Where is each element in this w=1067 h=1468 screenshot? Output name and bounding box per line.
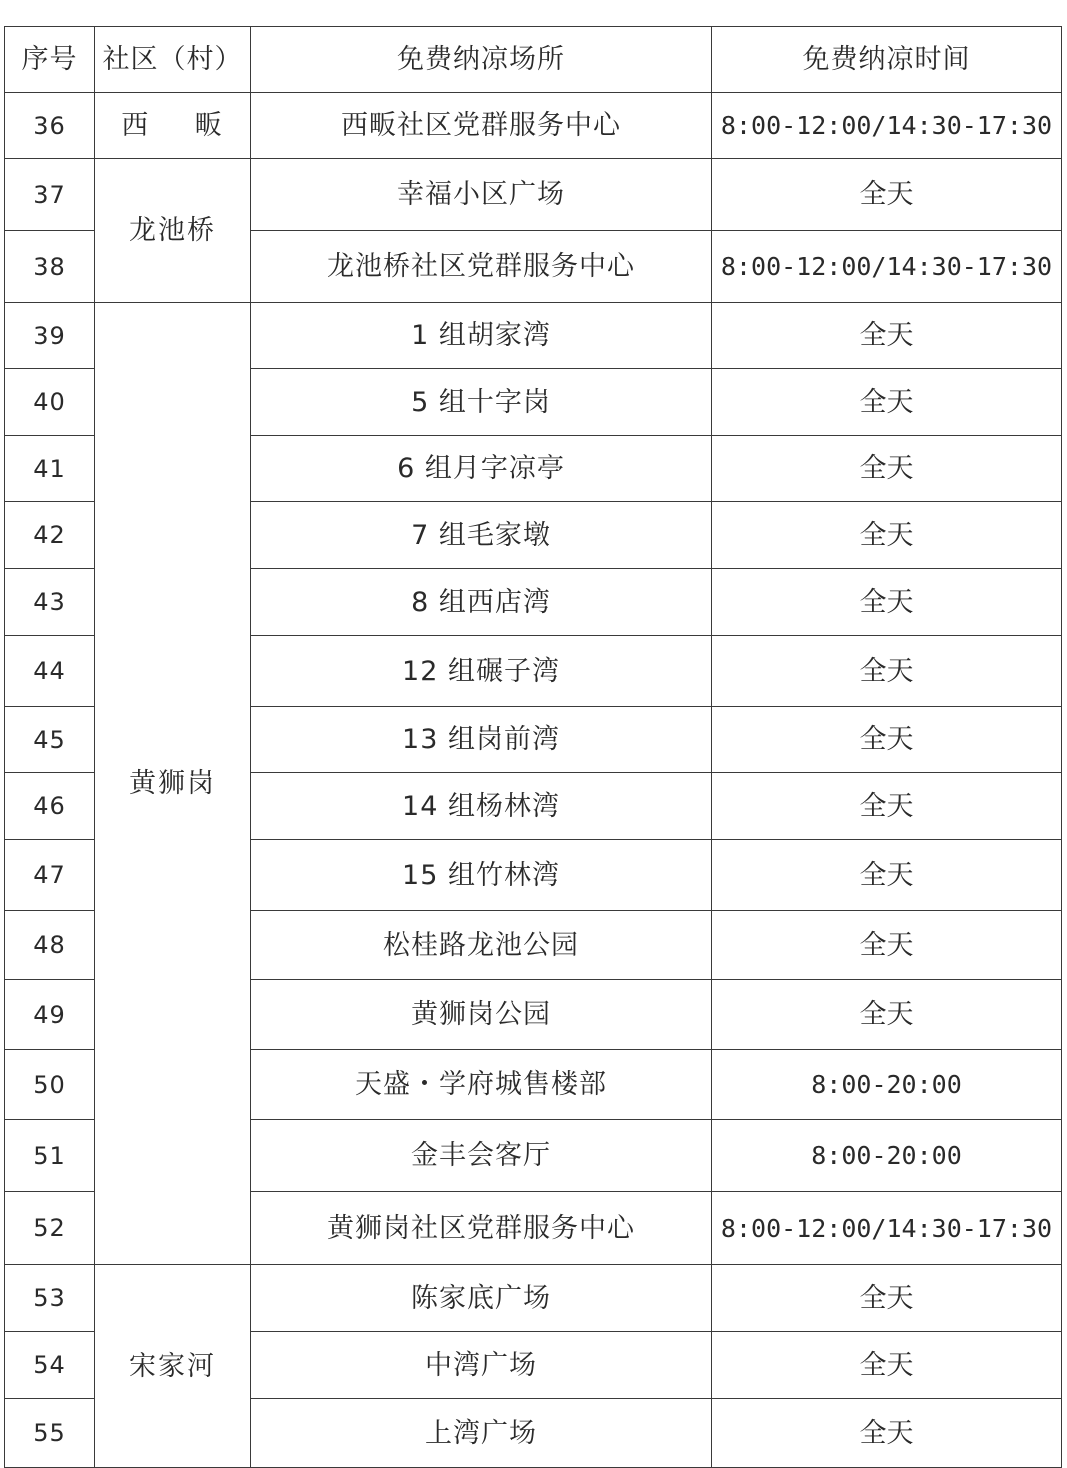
cooling-time: 全天 [712, 159, 1062, 231]
cooling-time: 全天 [712, 303, 1062, 369]
cooling-place: 12 组碾子湾 [251, 636, 712, 707]
row-number: 50 [5, 1050, 95, 1120]
row-number: 54 [5, 1332, 95, 1399]
header-row [5, 27, 1062, 93]
cooling-place: 14 组杨林湾 [251, 773, 712, 840]
table-row [5, 1265, 1062, 1332]
cooling-place: 15 组竹林湾 [251, 840, 712, 911]
row-number: 48 [5, 911, 95, 980]
cooling-place: 8 组西店湾 [251, 569, 712, 636]
cooling-place: 龙池桥社区党群服务中心 [251, 231, 712, 303]
row-number: 45 [5, 707, 95, 773]
row-number: 39 [5, 303, 95, 369]
row-number: 52 [5, 1192, 95, 1265]
cooling-place: 6 组月字凉亭 [251, 436, 712, 502]
row-number: 41 [5, 436, 95, 502]
table-row [5, 93, 1062, 159]
cooling-place: 幸福小区广场 [251, 159, 712, 231]
community-name: 龙池桥 [95, 159, 251, 303]
cooling-time: 8:00-12:00/14:30-17:30 [712, 231, 1062, 303]
row-number: 47 [5, 840, 95, 911]
cooling-place: 西畈社区党群服务中心 [251, 93, 712, 159]
cooling-time: 全天 [712, 636, 1062, 707]
header-time: 免费纳凉时间 [712, 27, 1062, 93]
row-number: 51 [5, 1120, 95, 1192]
community-name: 宋家河 [95, 1265, 251, 1468]
cooling-time: 8:00-12:00/14:30-17:30 [712, 1192, 1062, 1265]
community-name: 西 畈 [95, 93, 251, 159]
cooling-place: 黄狮岗公园 [251, 980, 712, 1050]
cooling-time: 8:00-20:00 [712, 1120, 1062, 1192]
cooling-time: 全天 [712, 502, 1062, 569]
cooling-time: 全天 [712, 911, 1062, 980]
cooling-sites-table [4, 26, 1062, 1468]
row-number: 43 [5, 569, 95, 636]
header-community: 社区（村） [95, 27, 251, 93]
row-number: 55 [5, 1399, 95, 1468]
row-number: 36 [5, 93, 95, 159]
header-no: 序号 [5, 27, 95, 93]
cooling-place: 金丰会客厅 [251, 1120, 712, 1192]
row-number: 37 [5, 159, 95, 231]
cooling-place: 黄狮岗社区党群服务中心 [251, 1192, 712, 1265]
cooling-time: 全天 [712, 1399, 1062, 1468]
row-number: 40 [5, 369, 95, 436]
row-number: 46 [5, 773, 95, 840]
row-number: 44 [5, 636, 95, 707]
row-number: 49 [5, 980, 95, 1050]
row-number: 42 [5, 502, 95, 569]
cooling-time: 全天 [712, 980, 1062, 1050]
cooling-place: 中湾广场 [251, 1332, 712, 1399]
table-row [5, 159, 1062, 231]
cooling-time: 全天 [712, 1265, 1062, 1332]
cooling-place: 13 组岗前湾 [251, 707, 712, 773]
row-number: 53 [5, 1265, 95, 1332]
table-body [5, 93, 1062, 1468]
cooling-place: 7 组毛家墩 [251, 502, 712, 569]
cooling-place: 松桂路龙池公园 [251, 911, 712, 980]
cooling-time: 全天 [712, 707, 1062, 773]
cooling-time: 8:00-20:00 [712, 1050, 1062, 1120]
cooling-place: 陈家底广场 [251, 1265, 712, 1332]
cooling-time: 全天 [712, 369, 1062, 436]
table-row [5, 303, 1062, 369]
cooling-place: 5 组十字岗 [251, 369, 712, 436]
row-number: 38 [5, 231, 95, 303]
cooling-place: 天盛・学府城售楼部 [251, 1050, 712, 1120]
header-place: 免费纳凉场所 [251, 27, 712, 93]
cooling-time: 全天 [712, 840, 1062, 911]
community-name: 黄狮岗 [95, 303, 251, 1265]
cooling-time: 全天 [712, 569, 1062, 636]
cooling-time: 全天 [712, 773, 1062, 840]
cooling-place: 1 组胡家湾 [251, 303, 712, 369]
cooling-time: 全天 [712, 436, 1062, 502]
cooling-time: 8:00-12:00/14:30-17:30 [712, 93, 1062, 159]
cooling-place: 上湾广场 [251, 1399, 712, 1468]
cooling-time: 全天 [712, 1332, 1062, 1399]
